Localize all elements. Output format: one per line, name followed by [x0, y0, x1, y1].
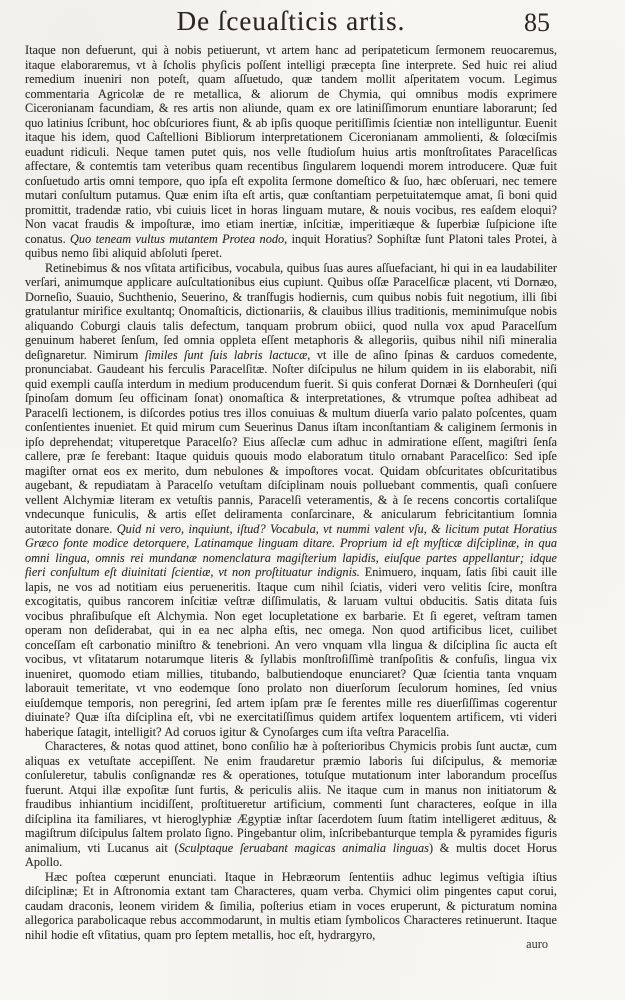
text-run: inquit Horatius? Sophiſtæ ſunt Platoni tales Protei, à quibus nemo ſibi aliquid abſoluti ſperet. [25, 231, 557, 260]
text-run: ) & multis docet Horus Apollo. [25, 840, 557, 869]
text-run: Retinebimus & nos vſitata artificibus, vocabula, quibus ſuas aures aſſuefaciant, hi qui in ea laudabiliter verſari, animumque applicare auſcultationibus eius cupiunt. Quibus oſſæ Paracelſicæ placent, vti Dornæo, Dorneſio, Suauio, Suchthenio, Seuerino, & tranſfugis hodiernis, cum quibus nobis fuit negotium, illi ſibi gratulantur mirifice exultantq; Onomaſticis, dictionariis, & clauibus illius traditionis, meminimuſque nobis aliquando Coburgi clauis talis defectum, tanquam probrum obiici, quod nulla vox apud Paracelſum genuinum haberet ſenſum, ſed omnia oppleta eſſent metaphoris & allegoriis, quibus nihil niſi mineralia deſignaretur. Nimirum [25, 260, 557, 362]
text-run: Enimuero, inquam, ſatis ſibi cauit ille lapis, ne vos ad notitiam eius perueneritis. Itaque cum nihil ſciatis, videri vero velitis ſcire, monſtra excogitatis, quibus rancorem inſcitiæ veſtræ diſſimulatis, & laruam vultui obducitis. Satis ditata ſuis vocibus phraſibuſque eſt Alchymia. Non eget locupletatione ex barbarie. Et ſi egeret, veſtram tamen operam non deſiderabat, qui in ea nec alpha eſtis, nec omega. Non quod artificibus licet, cuilibet conceſſam eſt carbonatio miniſtro & tenebrioni. An vero vnquam vlla lingua & diſciplina ſic aucta eſt vocibus, vt vſitatarum notarumque literis & ſyllabis monſtroſiſſimè tranſpoſitis & confuſis, lingua vix inueniret, quomodo etiam millies, titubando, balbutiendoque enunciaret? Quæ ſcientia tanta vnquam laborauit temeritate, vt vno eodemque ſono prolato non diuerſorum ſeculorum homines, ſed vnius eiuſdemque temporis, non peregrini, ſed artem ipſam præ ſe ferentes mille res diuerſiſſimas cogerentur diuinate? Quæ iſta diſciplina eſt, vbi ne exercitatiſſimus quidem artifex loquentem artificem, vti videri haberique ſatagit, intelligit? Ad coruos igitur & Cynoſarges cum iſta veſtra Paracelſia. [25, 565, 557, 739]
italic-quote: Sculptaque ſeruabant magicas animalia linguas [178, 840, 429, 855]
page-header [25, 4, 557, 40]
body-text [25, 43, 557, 942]
text-run: Hæc poſtea cœperunt enunciati. Itaque in Hebræorum ſententiis adhuc legimus veſtigia iſtius diſciplinæ; Et in Aſtronomia extant tam Characteres, quam verba. Chymici olim pingentes caput corui, caudam draconis, leonem viridem & ſimilia, poſterius etiam in voces eruperunt, & picturatum nomina allegorica parabolicaque rebus accommodarunt, in multis etiam ſymbolicos Characteres retinuerunt. Itaque nihil hodie eſt vſitatius, quam pro ſeptem metallis, hoc eſt, hydrargyro, [25, 869, 557, 942]
running-title: De ſceuaſticis artis. [176, 6, 406, 36]
catchword: auro [526, 937, 548, 951]
italic-quote: ſimiles ſunt ſuis labris lactucæ, [144, 347, 311, 362]
paragraph [25, 261, 557, 740]
text-run: Characteres, & notas quod attinet, bono conſilio hæ à poſterioribus Chymicis probis ſunt auctæ, cum aliquas ex vetuſtate accepiſſent. Ne enim fraudaretur præmio laboris ſui diſcipulus, & memoriæ conſuleretur, tabulis conſignandæ res & operationes, totuſque mutationum inter laborandum proceſſus fuerunt. Atqui illæ expoſitæ ſunt furtis, & periculis aliis. Ne itaque cum in manus non initiatorum & fraudibus inhiantium incidiſſent, proſtitueretur artificium, commenti ſunt characteres, eoſque in illa diſciplina ita familiares, vt hieroglyphiæ Ægyptiæ inſtar ſacerdotem ſuum ſtatim intelligeret ædituus, & magiſtrum diſcipulus ſaltem prolato ſigno. Pingebantur olim, inſcribebanturque templa & pyramides figuris animalium, vti Lucanus ait ( [25, 739, 557, 855]
page-number: 85 [524, 8, 550, 37]
text-run: vt ille de aſino ſpinas & carduos comedente, pronunciabat. Gaudeant his ferculis Paracelſitæ. Noſter diſcipulus ne hilum quidem in iis elaborabit, niſi quid exempli cauſſa interdum in medium producendum fuerit. Si quis conferat Dornæi & Dornheuſeri (qui ſpinoſam domum ſeu officinam ſonat) onomaſtica & interpretationes, & vtrumque poſtea adhibeat ad Paracelſi lectionem, is diſcordes potius tres illos conuiuas & multum diuerſa vario palato poſcentes, quam conſentientes inueniet. Et quid mirum cum Seuerinus Danus iſtam inconſtantiam & caliginem ſermonis in ipſo deprehendat; vituperetque Paracelſo? Eius aſſeclæ cum adhuc in admiratione eſſent, magiſtri ſenſa callere, præ ſe ferebant: Itaque quiduis quouis modo elaboratum titulo ornabant Paracelſico: Sed ipſe magiſter ornat eos ex merito, dum nebulones & impoſtores vocat. Quidam obſcuritates obſcuritatibus augebant, & repudiatam à Paracelſo vetuſtam diſciplinam nouis polluebant commentis, quaſi conſuere vellent Alchymiæ literam ex vetuſtis pannis, Paracelſi veteramentis, & à ſe recens concortis cortaliſque vndecunque funiculis, & artis eſſet deliramenta conſarcinare, & anicularum febricitantium ſomnia autoritate donare. [25, 347, 557, 536]
text-run: Itaque non defuerunt, qui à nobis petiuerunt, vt artem hanc ad peripateticum ſermonem reuocaremus, itaque elaboraremus, vt à ſcholis phyſicis poſſent intelligi præcepta ſine interprete. Sed huic rei aliud remedium inueniri non poteſt, quam aſſuetudo, quæ tandem mollit aſperitatem vocum. Legimus commentaria Agricolæ de re metallica, & aliorum de Chymia, qui omnibus modis exprimere Ciceronianam facundiam, & res artis non aliunde, quam ex ore latiniſſimorum enuntiare laborarunt; ſed quo latinius ſcribunt, hoc obſcuriores fiunt, & ab ipſis quoque peritiſſimis ſcientiæ non intelliguntur. Euenit itaque his idem, quod Caſtellioni Bibliorum interpretationem Ciceronianam ammolienti, & ſolœciſmis euadunt ridiculi. Neque tamen putet quis, nos velle ſtudioſum huius artis monſtroſitates Paracelſicas affectare, & contemtis tam veteribus quam recentibus ſingularem loquendi morem introducere. Quæ fuit conſuetudo artis omni tempore, quo ipſa eſt expolita ſermone domeſtico & ſuo, hæc obſeruari, nec temere mutari conſultum putamus. Quæ enim iſta eſt artis, quæ conſtantiam perpetuitatemque amat, ſi boni quid promittit, tradendæ ratio, vbi cuiuis licet in horas linguam mutare, & nouis vocibus, res eaſdem eloqui? Non vacat fraudis & impoſturæ, imo etiam inertiæ, inſcitiæ, imperitiæque & ſuperbiæ ſuſpicione iſte conatus. [25, 43, 557, 246]
paragraph [25, 43, 557, 261]
italic-quote: Quid ni vero, inquiunt, iſtud? Vocabula, vt nummi valent vſu, & licitum putat Horatius Græco fonte modice detorquere, Latinamque linguam ditare. Proprium id eſt myſticæ diſciplinæ, in qua omni lingua, omnis rei mundanæ nomenclatura magiſterium lapidis, eiuſque partes appellantur; idque fieri conſultum eſt diuinitati ſcientiæ, vt non proſtituatur indignis. [25, 521, 557, 579]
paragraph [25, 739, 557, 870]
italic-quote: Quo teneam vultus mutantem Protea nodo, [70, 231, 288, 246]
paragraph [25, 870, 557, 943]
